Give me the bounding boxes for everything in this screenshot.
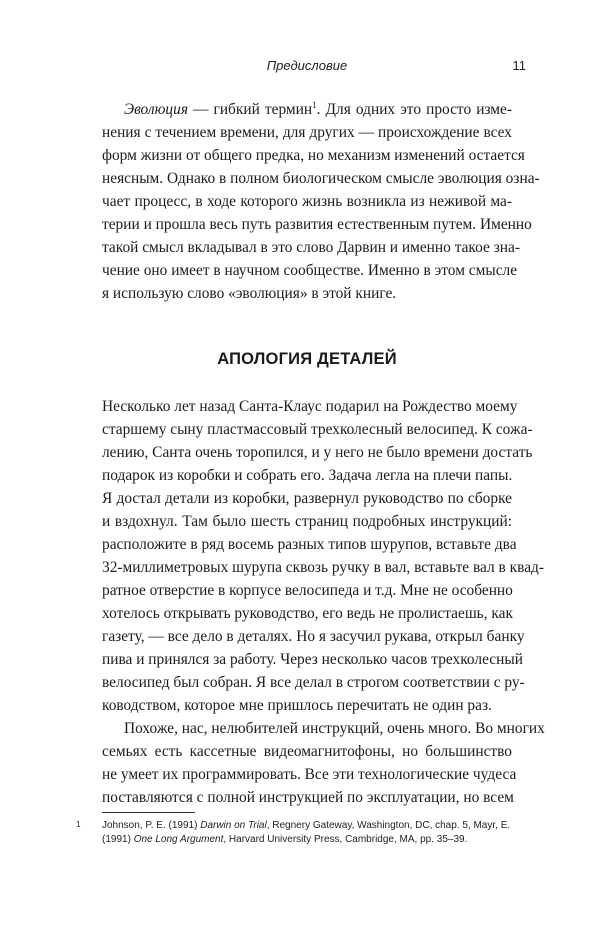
paragraph-line: неясным. Однако в полном биологическом смысле эволюция озна-: [102, 170, 540, 187]
paragraph-line: семьях есть кассетные видеомагнитофоны, но большинство: [102, 743, 512, 760]
italic-term: Эволюция: [124, 101, 188, 118]
paragraph-line: форм жизни от общего предка, но механизм изменений остается: [102, 147, 525, 164]
footnote-reference[interactable]: 1: [312, 99, 317, 110]
paragraph-line: такой смысл вкладывал в это слово Дарвин и именно такое зна-: [102, 239, 520, 256]
footnote-line: (1991) One Long Argument, Harvard University Press, Cambridge, MA, pp. 35–39.: [102, 834, 468, 845]
paragraph-line: подарок из коробки и собрать его. Задача легла на плечи папы.: [102, 467, 513, 484]
paragraph-line: пива и принялся за работу. Через несколько часов трехколесный: [102, 651, 523, 668]
paragraph-line: Эволюция — гибкий термин$^1$. Для одних это просто изме-: [124, 99, 512, 118]
paragraph-line: ководством, которое мне пришлось перечитать не один раз.: [102, 697, 492, 714]
footnote-marker: 1: [76, 820, 81, 829]
paragraph-line: велосипед был собран. Я все делал в строгом соответствии с ру-: [102, 674, 525, 691]
paragraph-line: расположите в ряд восемь разных типов шурупов, вставьте два: [102, 536, 517, 553]
paragraph-line: поставляются с полной инструкцией по эксплуатации, но всем: [102, 789, 514, 806]
page-number: 11: [512, 58, 526, 73]
paragraph-line: Я достал детали из коробки, развернул руководство по сборке: [102, 490, 512, 507]
footnote-rule: [102, 812, 195, 813]
paragraph-line: не умеет их программировать. Все эти технологические чудеса: [102, 766, 517, 783]
paragraph-line: 32-миллиметровых шурупа сквозь ручку в вал, вставьте вал в квад-: [102, 559, 544, 576]
paragraph-line: старшему сыну пластмассовый трехколесный велосипед. К сожа-: [102, 421, 533, 438]
paragraph-line: Несколько лет назад Санта-Клаус подарил на Рождество моему: [102, 398, 518, 415]
paragraph-line: чает процесс, в ходе которого жизнь возникла из неживой ма-: [102, 193, 512, 210]
footnote-line: Johnson, P. E. (1991) Darwin on Trial, Regnery Gateway, Washington, DC, chap. 5, Mayr, E.: [102, 820, 511, 831]
paragraph-line: Похоже, нас, нелюбителей инструкций, очень много. Во многих: [124, 720, 545, 737]
section-heading: АПОЛОГИЯ ДЕТАЛЕЙ: [217, 350, 397, 368]
paragraph-line: ратное отверстие в корпусе велосипеда и т.д. Мне не особенно: [102, 582, 513, 599]
paragraph-line: и вздохнул. Там было шесть страниц подробных инструкций:: [102, 513, 512, 530]
paragraph-line: чение оно имеет в научном сообществе. Именно в этом смысле: [102, 262, 518, 279]
paragraph-line: газету, — все дело в деталях. Но я засучил рукава, открыл банку: [102, 628, 525, 645]
paragraph-line: нения с течением времени, для других — происхождение всех: [102, 124, 512, 141]
paragraph-line: лению, Санта очень торопился, и у него не было времени достать: [102, 444, 533, 461]
paragraph-line: терии и прошла весь путь развития естественным путем. Именно: [102, 216, 532, 233]
paragraph-line: я использую слово «эволюция» в этой книге.: [102, 285, 397, 302]
running-header-title: Предисловие: [266, 58, 348, 73]
paragraph-line: хотелось открывать руководство, его ведь не пролистаешь, как: [102, 605, 513, 622]
